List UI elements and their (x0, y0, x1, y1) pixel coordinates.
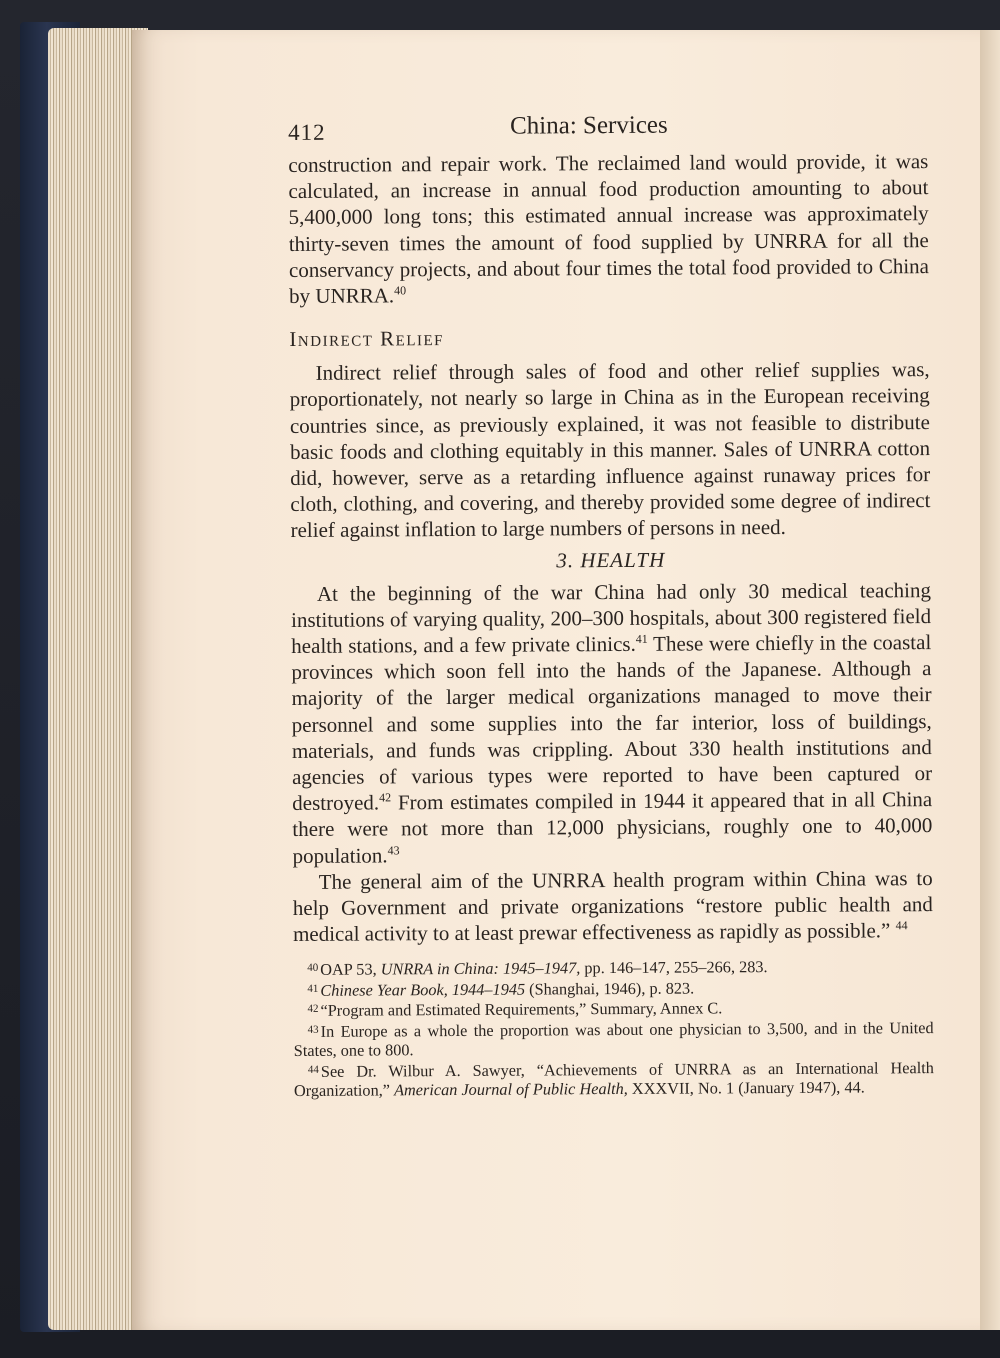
page-content (288, 108, 934, 1100)
footnotes (293, 956, 934, 1101)
footnote-42: $^{42}$ “Program and Estimated Requirements,” Summary, Annex C. (307, 998, 723, 1021)
page-number: 412 (288, 119, 326, 145)
paragraph-indirect-relief: Indirect relief through sales of food and other relief supplies was, proportionately, not nearly so large in China as in the European receiving countries since, as previously explained, it was not feasible to distribute basic foods and clothing equitably in this manner. Sales of UNRRA cotton did, however, serve as a retarding influence against runaway prices for cloth, clothing, and covering, and thereby provided some degree of indirect relief against inflation to large numbers of persons in need. (289, 357, 931, 543)
paragraph-health-war: At the beginning of the war China had only 30 medical teaching institutions of varying quality, 200–300 hospitals, about 300 registered field health stations, and a few private clinics.$^{41}$ These were chiefly in the coastal provinces which soon fell into the hands of the Japanese. Although a majority of the larger medical organizations managed to move their personnel and some supplies into the far interior, loss of buildings, materials, and funds was crippling. About 330 health institutions and agencies of various types were reported to have been captured or destroyed.$^{42}$ From estimates compiled in 1944 it appeared that in all China there were not more than 12,000 physicians, roughly one to 40,000 population.$^{43}$ (291, 577, 933, 868)
footnote-ref-41: 41 (635, 631, 648, 646)
footnote-ref-44: 44 (895, 918, 908, 933)
footnote-41: $^{41}$ Chinese Year Book, 1944–1945 (Shanghai, 1946), p. 823. (307, 978, 695, 1000)
facing-page-edge (980, 30, 1000, 1330)
chapter-title: China: Services (510, 111, 668, 140)
footnote-ref-42: 42 (379, 790, 392, 805)
subhead-indirect-relief: Indirect Relief (289, 326, 445, 352)
paragraph-construction: construction and repair work. The reclaimed land would provide, it was calculated, an increase in annual food production amounting to about 5,400,000 long tons; this estimated annual increase was approximately thirty-seven times the amount of food supplied by UNRRA for all the conservancy projects, and about four times the total food provided to China by UNRRA.$^{40}$ (288, 149, 930, 309)
running-head (288, 108, 928, 152)
section-title-health: 3. HEALTH (556, 547, 666, 573)
footnote-44: $^{44}$ See Dr. Wilbur A. Sawyer, “Achievements of UNRRA as an International Health Organization,” American Journal of Public Health, XXXVII, No. 1 (January 1947), 44. (293, 1057, 934, 1100)
paragraph-health-aim: The general aim of the UNRRA health program within China was to help Government and private organizations “restore public health and medical activity to at least prewar effectiveness as rapidly as possible.” $^{44}$ (292, 865, 933, 947)
footnote-43: $^{43}$ In Europe as a whole the proportion was about one physician to 3,500, and in the United States, one to 800. (293, 1017, 934, 1061)
footnote-40: $^{40}$ OAP 53, UNRRA in China: 1945–1947, pp. 146–147, 255–266, 283. (307, 957, 768, 980)
footnote-ref-43: 43 (387, 843, 400, 858)
footnote-ref-40: 40 (394, 283, 407, 298)
